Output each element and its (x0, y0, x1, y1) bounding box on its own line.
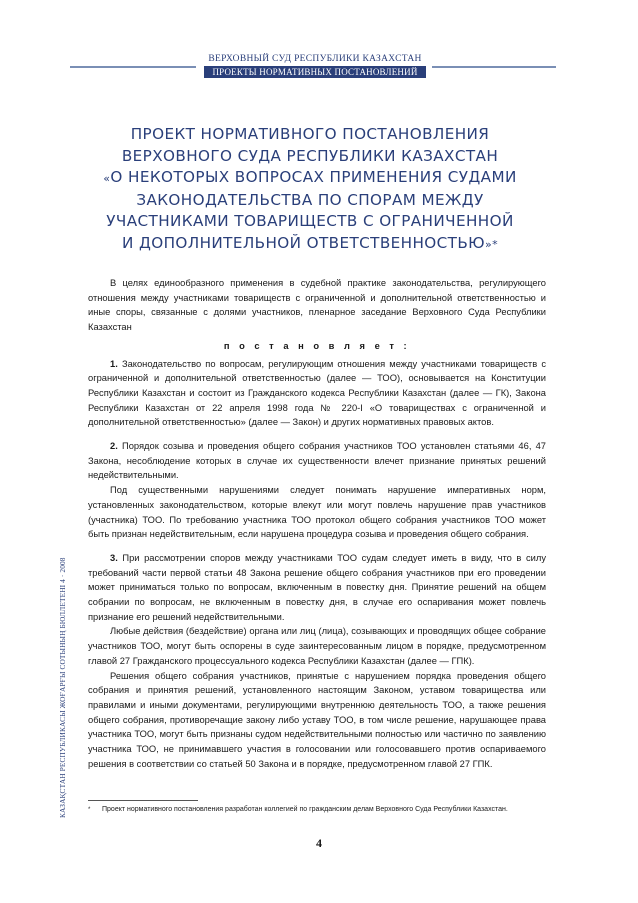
paragraph-3 (88, 551, 546, 625)
footnote-rule (88, 800, 198, 801)
document-body (88, 276, 546, 772)
paragraph-2-text: Порядок созыва и проведения общего собрания участников ТОО установлен статьями 46, 47 Закона, несоблюдение которых в случае их существенности влечет признание принятых решений недействительными. (88, 441, 546, 481)
title-line-6-text: И ДОПОЛНИТЕЛЬНОЙ ОТВЕТСТВЕННОСТЬЮ (121, 233, 485, 252)
header-section-label: ПРОЕКТЫ НОРМАТИВНЫХ ПОСТАНОВЛЕНИЙ (204, 66, 426, 78)
paragraph-3b: Любые действия (бездействие) органа или лиц (лица), созывающих и проводящих общее собрание участников ТОО, могут быть оспорены в суде заинтересованным лицом в порядке, предусмотренном главой 27 Гражданского процессуального кодекса Республики Казахстан (далее — ГПК). (88, 626, 546, 666)
paragraph-1 (88, 357, 546, 431)
title-footnote-star: * (492, 237, 499, 251)
header-court-name: ВЕРХОВНЫЙ СУД РЕСПУБЛИКИ КАЗАХСТАН (208, 54, 422, 64)
footnote (88, 805, 558, 815)
header-rule-right (432, 66, 556, 68)
title-line-3 (88, 167, 532, 190)
page-number: 4 (316, 836, 322, 850)
title-line-5: УЧАСТНИКАМИ ТОВАРИЩЕСТВ С ОГРАНИЧЕННОЙ (106, 212, 514, 231)
sidebar-journal-title: КАЗАҚСТАН РЕСПУБЛИКАСЫ ЖОҒАРҒЫ СОТЫНЫҢ БЮЛЛЕТЕНІ 4 · 2008 (58, 557, 67, 818)
paragraph-3c: Решения общего собрания участников, принятые с нарушением порядка проведения общего собрания и принятия решений, установленного настоящим Законом, уставом товарищества или правилами и иными документами, регулирующими внутреннюю деятельность ТОО, а также решения общего собрания, противоречащие закону либо уставу ТОО, в том числе решение, нарушающее права участника ТОО, могут быть признаны судом недействительными полностью или частично по заявлению участника ТОО, не принимавшего участия в голосовании или голосовавшего против оспариваемого решения в соответствии со статьей 50 Закона и в порядке, предусмотренном главой 27 ГПК. (88, 670, 546, 769)
decree-heading: п о с т а н о в л я е т : (223, 340, 411, 351)
paragraph-1-text: Законодательство по вопросам, регулирующим отношения между участниками товариществ с ограниченной и дополнительной ответственностью (далее — ТОО), основывается на Конституции Республики Казахстан и состоит из Гражданского кодекса Республики Казахстан (далее — ГК), Закона Республики Казахстан от 22 апреля 1998 года № 220-I «О товариществах с ограниченной и дополнительной ответственностью» (далее — Закон) и других нормативных правовых актов. (88, 358, 546, 428)
title-line-3-text: О НЕКОТОРЫХ ВОПРОСАХ ПРИМЕНЕНИЯ СУДАМИ (110, 168, 517, 187)
title-line-2: ВЕРХОВНОГО СУДА РЕСПУБЛИКИ КАЗАХСТАН (121, 146, 499, 165)
title-line-1: ПРОЕКТ НОРМАТИВНОГО ПОСТАНОВЛЕНИЯ (130, 125, 490, 143)
paragraph-3-number: 3. (110, 552, 118, 563)
paragraph-2 (88, 439, 546, 483)
paragraph-2-number: 2. (110, 441, 118, 452)
title-line-6 (88, 233, 532, 256)
paragraph-2b: Под существенными нарушениями следует понимать нарушение императивных норм, установленных законодательством, которые влекут или могут повлечь нарушение прав участников (участника) ТОО. По требованию участника ТОО протокол общего собрания участников ТОО может быть признан недействительным, если нарушена процедура созыва и проведения общего собрания. (88, 485, 546, 540)
title-close-quote: » (484, 237, 493, 251)
footnote-text: Проект нормативного постановления разработан коллегией по гражданским делам Верховного Суда Республики Казахстан. (102, 806, 508, 813)
paragraph-3-text: При рассмотрении споров между участниками ТОО судам следует иметь в виду, что в силу требований части первой статьи 48 Закона решение общего собрания участников при его проведении может приниматься только по вопросам, включенным в повестку дня. Принятие решений на общем собрании по вопросам, не включенным в повестку дня, в случае его оспаривания может повлечь признание его решений недействительными. (88, 552, 546, 622)
title-open-quote: « (103, 172, 111, 186)
document-title (88, 124, 532, 256)
intro-paragraph: В целях единообразного применения в судебной практике законодательства, регулирующего отношения между участниками товариществ с ограниченной и дополнительной ответственностью и иные споры, связанные с долями участников, пленарное заседание Верховного Суда Республики Казахстан (88, 278, 546, 333)
paragraph-1-number: 1. (110, 358, 118, 369)
title-line-4: ЗАКОНОДАТЕЛЬСТВА ПО СПОРАМ МЕЖДУ (136, 190, 484, 209)
footnote-mark: * (88, 807, 91, 813)
header-rule-left (70, 66, 196, 68)
